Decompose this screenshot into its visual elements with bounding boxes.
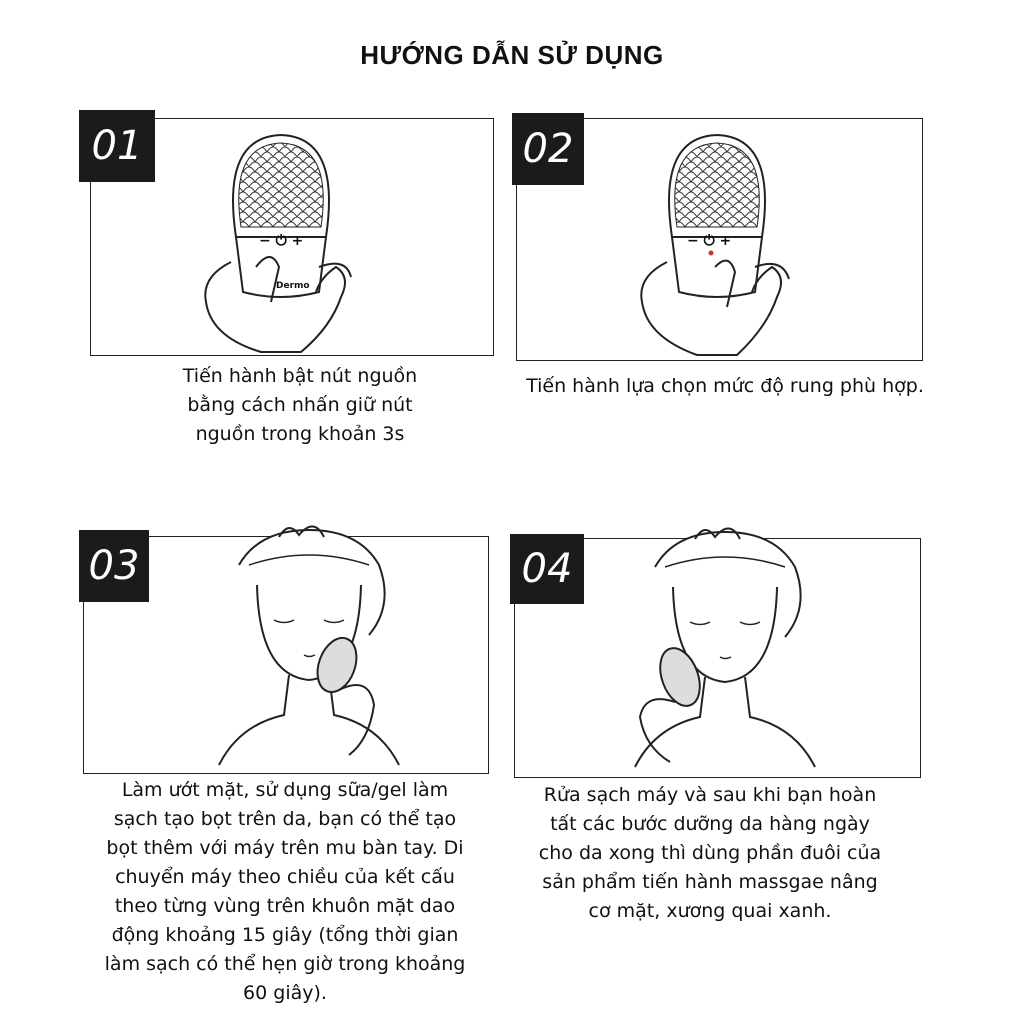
device-brand-label: Dermo (276, 281, 310, 291)
device-controls: − ⏻ + (259, 233, 304, 249)
device-controls: − ⏻ + (687, 233, 732, 249)
step-1-caption: Tiến hành bật nút nguồn bằng cách nhấn giữ nút nguồn trong khoản 3s (182, 365, 418, 445)
face-cleansing-illustration (219, 525, 399, 775)
step-4-caption: Rửa sạch máy và sau khi bạn hoàn tất các bước dưỡng da hàng ngày cho da xong thì dùng phần đuôi của sản phẩm tiến hành massgae nâng cơ mặt, xương quai xanh. (538, 784, 882, 922)
step-2-caption: Tiến hành lựa chọn mức độ rung phù hợp. (526, 375, 924, 397)
step-1-number: 01 (79, 110, 155, 182)
step-2-number: 02 (512, 113, 584, 185)
step-4-number: 04 (510, 534, 584, 604)
page-title: HƯỚNG DẪN SỬ DỤNG (360, 40, 664, 70)
step-3-number: 03 (79, 530, 149, 602)
step-3-caption: Làm ướt mặt, sử dụng sữa/gel làm sạch tạo bọt trên da, bạn có thể tạo bọt thêm với máy trên mu bàn tay. Di chuyển máy theo chiều của kết cấu theo từng vùng trên khuôn mặt dao động khoảng 15 giây (tổng thời gian làm sạch có thể hẹn giờ trong khoảng 60 giây). (104, 779, 466, 1004)
face-massage-illustration (635, 527, 815, 779)
